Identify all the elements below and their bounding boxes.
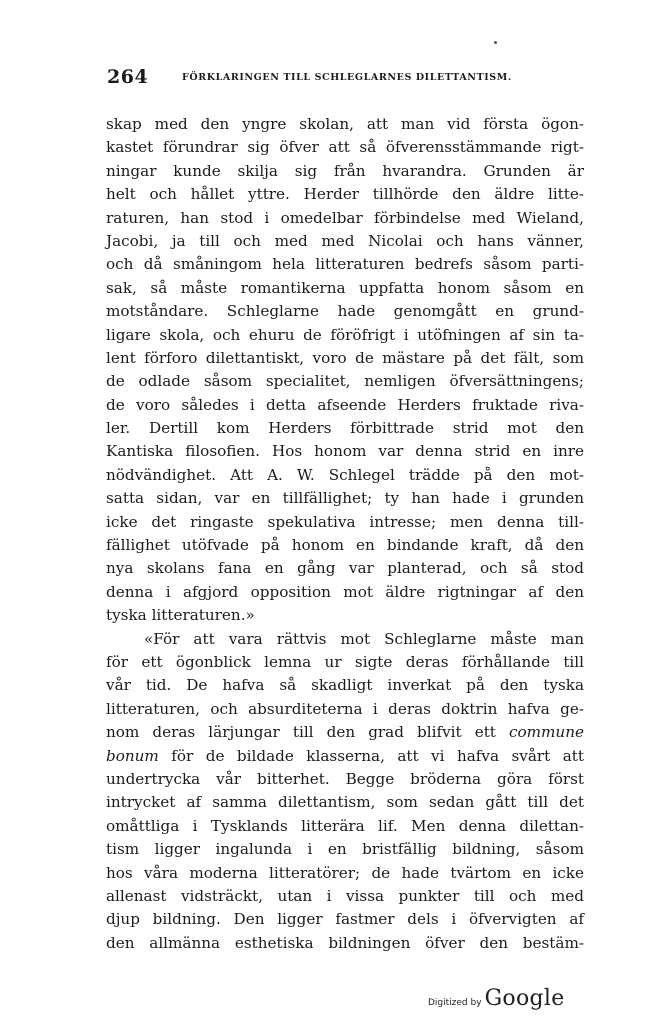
text-line — [106, 440, 584, 463]
line-text: skap med den yngre skolan, att man vid första ögon- — [106, 115, 584, 133]
line-text: nom deras lärjungar till den grad blifvit ett — [106, 723, 509, 742]
line-text: fällighet utöfvade på honom en bindande kraft, då den — [106, 536, 584, 555]
line-text: sak, så måste romantikerna uppfatta honom såsom en — [106, 278, 584, 297]
line-text: de odlade såsom specialitet, nemligen öfversättningens; — [106, 372, 584, 391]
line-text: litteraturen, och absurditeterna i deras doktrin hafva ge- — [106, 699, 584, 718]
line-text: undertrycka vår bitterhet. Begge bröderna göra först — [106, 769, 584, 788]
line-text: nödvändighet. Att A. W. Schlegel trädde på den mot- — [106, 465, 584, 484]
text-line — [106, 277, 584, 300]
text-line — [106, 370, 584, 393]
text-line — [106, 862, 584, 885]
italic-term: bonum — [106, 746, 159, 765]
text-line — [106, 651, 584, 674]
text-line — [106, 464, 584, 487]
text-line — [106, 394, 584, 417]
text-line — [106, 604, 584, 627]
text-line — [106, 160, 584, 183]
text-line — [106, 347, 584, 370]
text-line — [106, 324, 584, 347]
line-text: ligare skola, och ehuru de föröfrigt i utöfningen af sin ta- — [106, 325, 584, 344]
line-text: «För att vara rättvis mot Schleglarne måste man — [144, 629, 584, 648]
line-text: lent förforo dilettantiskt, voro de mästare på det fält, som — [106, 348, 584, 367]
text-line — [106, 511, 584, 534]
text-line — [106, 815, 584, 838]
line-text: tism ligger ingalunda i en bristfällig bildning, såsom — [106, 840, 584, 859]
paper-speck — [494, 41, 497, 44]
line-text: allenast vidsträckt, utan i vissa punkter till och med — [106, 886, 584, 905]
text-line — [106, 207, 584, 230]
line-text: nya skolans fana en gång var planterad, och så stod — [106, 559, 584, 578]
body-text — [106, 113, 584, 955]
line-text: vår tid. De hafva så skadligt inverkat på den tyska — [106, 676, 584, 695]
text-line — [106, 721, 584, 744]
line-text: raturen, han stod i omedelbar förbindelse med Wieland, — [106, 208, 584, 227]
text-line — [106, 791, 584, 814]
digitization-stamp — [428, 986, 565, 1011]
text-line — [106, 534, 584, 557]
line-text: de voro således i detta afseende Herders fruktade riva- — [106, 395, 584, 414]
text-line — [106, 698, 584, 721]
text-line — [106, 557, 584, 580]
line-text: omåttliga i Tysklands litterära lif. Men denna dilettan- — [106, 816, 584, 835]
line-text: ningar kunde skilja sig från hvarandra. Grunden är — [106, 161, 584, 180]
line-text: icke det ringaste spekulativa intresse; men denna till- — [106, 512, 584, 531]
text-line — [106, 136, 584, 159]
text-line — [106, 417, 584, 440]
line-text: djup bildning. Den ligger fastmer dels i öfvervigten af — [106, 910, 584, 929]
line-text: Kantiska filosofien. Hos honom var denna strid en inre — [106, 442, 584, 461]
line-text: för de bildade klasserna, att vi hafva svårt att — [158, 746, 584, 765]
text-line — [106, 885, 584, 908]
italic-term: commune — [508, 723, 584, 742]
line-text: satta sidan, var en tillfällighet; ty han hade i grunden — [106, 489, 584, 508]
line-text: Jacobi, ja till och med med Nicolai och hans vänner, — [106, 231, 584, 250]
line-text: hos våra moderna litteratörer; de hade tvärtom en icke — [106, 863, 584, 882]
google-logo: Google — [484, 986, 565, 1011]
text-line — [106, 628, 584, 651]
text-line — [106, 113, 584, 136]
running-head: FÖRKLARINGEN TILL SCHLEGLARNES DILETTANTISM. — [182, 72, 512, 83]
page-number: 264 — [107, 66, 149, 88]
text-line — [106, 253, 584, 276]
line-text: och då småningom hela litteraturen bedrefs såsom parti- — [106, 255, 584, 274]
text-line — [106, 487, 584, 510]
line-text: för ett ögonblick lemna ur sigte deras förhållande till — [106, 652, 584, 671]
text-line — [106, 932, 584, 955]
line-text: tyska litteraturen.» — [106, 606, 255, 625]
digitized-by-label: Digitized by — [428, 998, 482, 1008]
line-text: den allmänna esthetiska bildningen öfver den bestäm- — [106, 933, 584, 952]
text-line — [106, 183, 584, 206]
text-line — [106, 581, 584, 604]
text-line — [106, 300, 584, 323]
text-line — [106, 230, 584, 253]
line-text: helt och hållet yttre. Herder tillhörde den äldre litte- — [106, 185, 584, 204]
text-line — [106, 674, 584, 697]
line-text: motståndare. Schleglarne hade genomgått en grund- — [106, 302, 584, 321]
line-text: denna i afgjord opposition mot äldre rigtningar af den — [106, 582, 584, 601]
line-text: intrycket af samma dilettantism, som sedan gått till det — [106, 793, 584, 812]
text-line — [106, 745, 584, 768]
line-text: ler. Dertill kom Herders förbittrade strid mot den — [106, 419, 584, 438]
text-line — [106, 838, 584, 861]
text-line — [106, 908, 584, 931]
line-text: kastet förundrar sig öfver att så öfverensstämmande rigt- — [106, 138, 584, 157]
text-line — [106, 768, 584, 791]
